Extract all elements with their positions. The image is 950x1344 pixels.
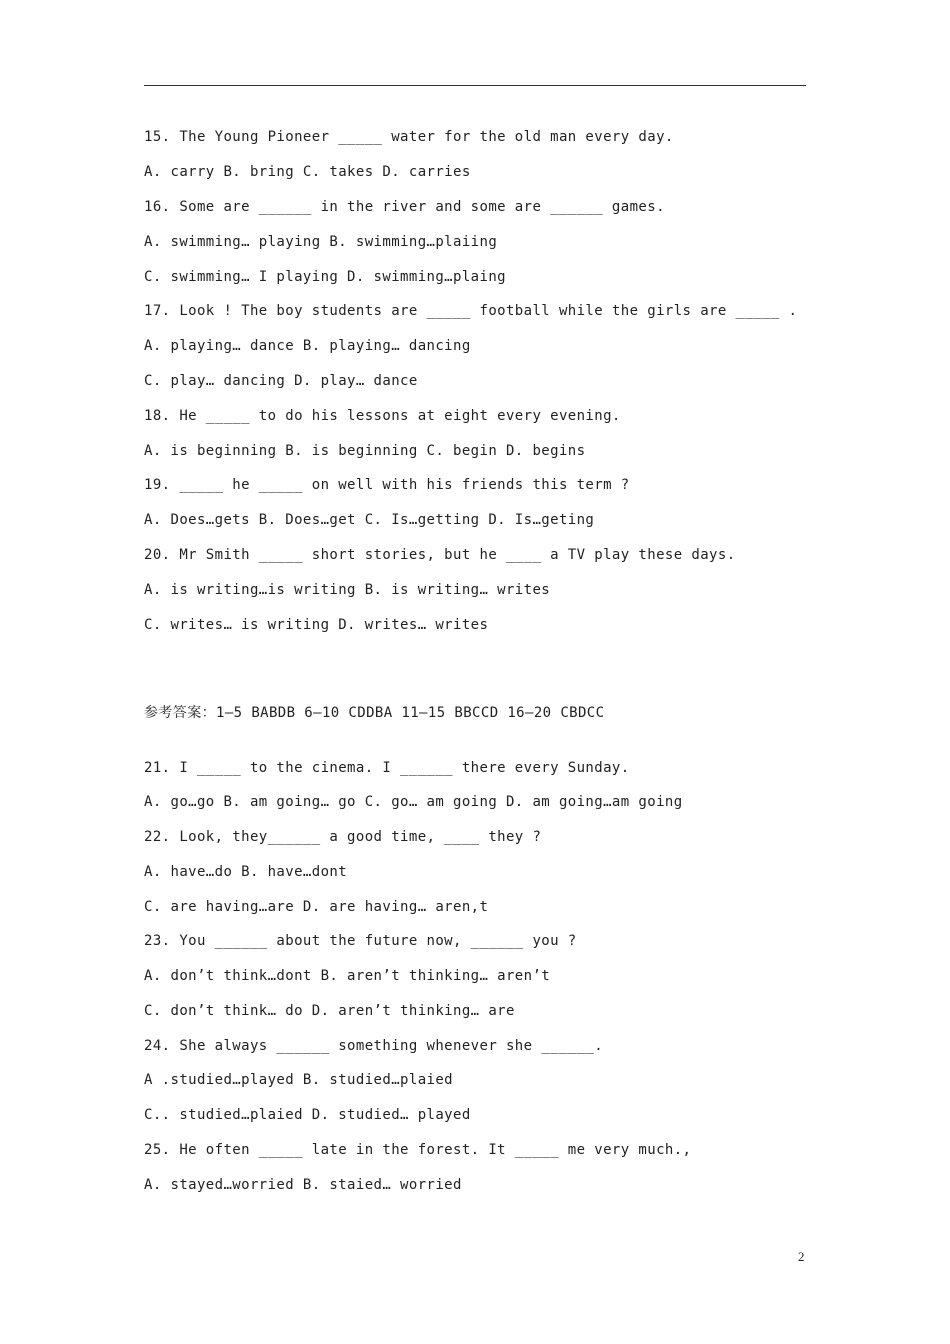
question-18: 18. He _____ to do his lessons at eight every evening. [144, 408, 621, 424]
question-16-options-cd: C. swimming… I playing D. swimming…plaing [144, 269, 506, 285]
question-19: 19. _____ he _____ on well with his friends this term ? [144, 477, 630, 493]
question-22-options-cd: C. are having…are D. are having… aren,t [144, 899, 489, 915]
question-17-options-ab: A. playing… dance B. playing… dancing [144, 338, 471, 354]
question-17-options-cd: C. play… dancing D. play… dance [144, 373, 418, 389]
question-24-options-cd: C.. studied…plaied D. studied… played [144, 1107, 471, 1123]
question-15: 15. The Young Pioneer _____ water for the old man every day. [144, 129, 674, 145]
question-23-options-cd: C. don’t think… do D. aren’t thinking… are [144, 1003, 515, 1019]
question-24-options-ab: A .studied…played B. studied…plaied [144, 1072, 454, 1088]
page-number: 2 [798, 1249, 805, 1264]
header-rule [144, 85, 806, 86]
question-22: 22. Look, they______ a good time, ____ they ? [144, 829, 542, 845]
question-20: 20. Mr Smith _____ short stories, but he ____ a TV play these days. [144, 547, 736, 563]
question-23-options-ab: A. don’t think…dont B. aren’t thinking… aren’t [144, 968, 551, 984]
question-19-options: A. Does…gets B. Does…get C. Is…getting D. Is…geting [144, 512, 595, 528]
question-24: 24. She always ______ something whenever she ______. [144, 1038, 604, 1054]
question-16: 16. Some are ______ in the river and some are ______ games. [144, 199, 665, 215]
question-21: 21. I _____ to the cinema. I ______ there every Sunday. [144, 760, 630, 776]
question-15-options: A. carry B. bring C. takes D. carries [144, 164, 471, 180]
question-20-options-ab: A. is writing…is writing B. is writing… writes [144, 582, 551, 598]
question-22-options-ab: A. have…do B. have…dont [144, 864, 348, 880]
question-21-options: A. go…go B. am going… go C. go… am going D. am going…am going [144, 794, 683, 810]
question-16-options-ab: A. swimming… playing B. swimming…plaiing [144, 234, 498, 250]
question-23: 23. You ______ about the future now, ______ you ? [144, 933, 577, 949]
question-20-options-cd: C. writes… is writing D. writes… writes [144, 617, 489, 633]
question-25: 25. He often _____ late in the forest. It _____ me very much., [144, 1142, 692, 1158]
question-25-options: A. stayed…worried B. staied… worried [144, 1177, 462, 1193]
question-18-options: A. is beginning B. is beginning C. begin D. begins [144, 443, 586, 459]
answer-key: 参考答案：1—5 BABDB 6—10 CDDBA 11—15 BBCCD 16—20 CBDCC [144, 705, 605, 721]
question-17: 17. Look ! The boy students are _____ football while the girls are _____ . [144, 303, 798, 319]
